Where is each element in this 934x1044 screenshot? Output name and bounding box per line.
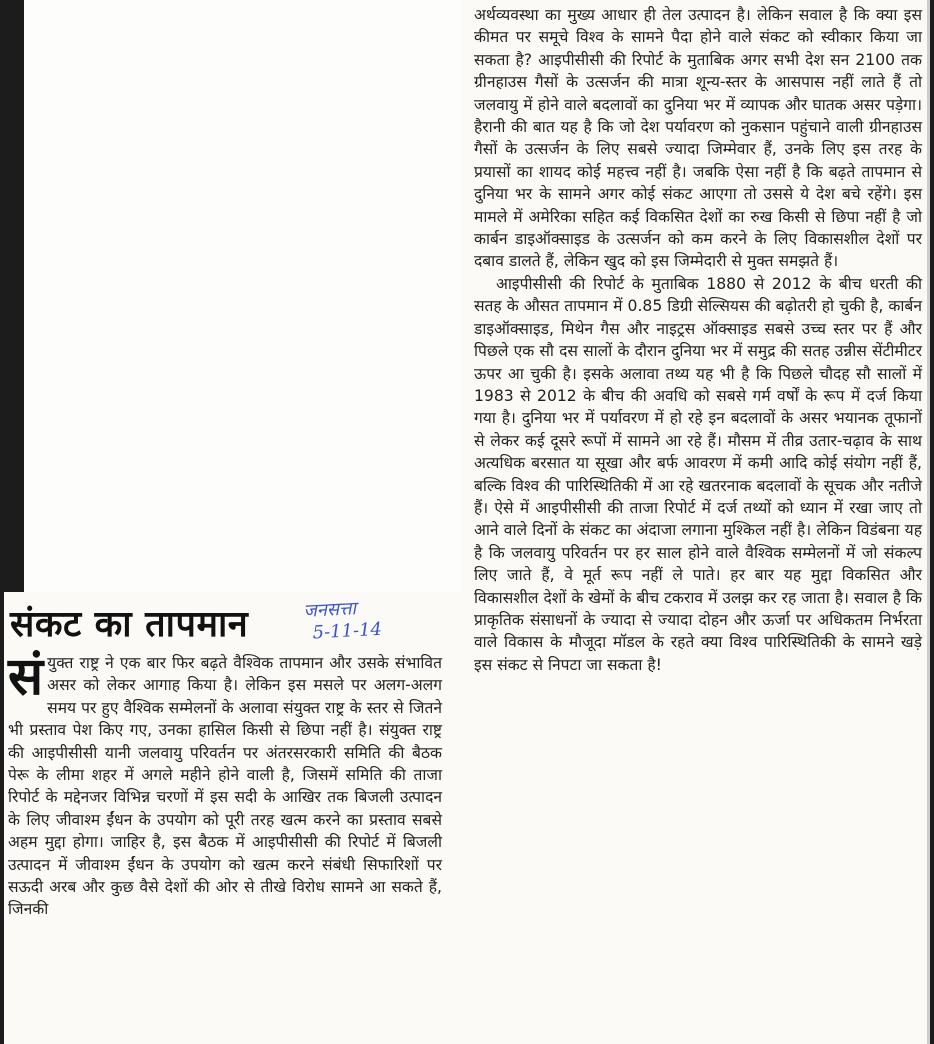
blank-paper-area: [24, 0, 466, 600]
right-column-body: [474, 4, 922, 676]
handwritten-note: [303, 595, 415, 645]
drop-cap: सं: [8, 647, 44, 707]
paragraph: अर्थव्यवस्था का मुख्य आधार ही तेल उत्पादन है। लेकिन सवाल है कि क्या इस कीमत पर समूचे विश्व के सामने पैदा होने वाले संकट को स्वीकार किया जा सकता है? आइपीसीसी की रिपोर्ट के मुताबिक अगर सभी देश सन 2100 तक ग्रीनहाउस गैसों के उत्सर्जन की मात्रा शून्य-स्तर के आसपास नहीं लाते हैं तो जलवायु में होने वाले बदलावों का दुनिया भर में व्यापक और घातक असर पड़ेगा। हैरानी की बात यह है कि जो देश पर्यावरण को नुकसान पहुंचाने वाली ग्रीनहाउस गैसों के उत्सर्जन के लिए सबसे ज्यादा जिम्मेवार हैं, उनके लिए इस तरह के प्रयासों का शायद कोई महत्त्व नहीं है। जबकि ऐसा नहीं है कि बढ़ते तापमान से दुनिया भर के सामने अगर कोई संकट आएगा तो उससे ये देश बचे रहेंगे। इस मामले में अमेरिका सहित कई विकसित देशों का रुख किसी से छिपा नहीं है जो कार्बन डाइऑक्साइड के उत्सर्जन को कम करने के लिए विकासशील देशों पर दबाव डालते हैं, लेकिन खुद को इस जिम्मेदारी से मुक्त समझते हैं।: [474, 6, 922, 271]
headline: संकट का तापमान: [10, 604, 249, 645]
paper-edge: [927, 0, 930, 1044]
clipping-left-column: [4, 592, 466, 1044]
handwritten-source: जनसत्ता: [302, 598, 357, 622]
clipping-right-column: [462, 0, 930, 1044]
handwritten-date: 5-11-14: [312, 618, 383, 644]
left-column-body: [8, 647, 442, 921]
paragraph: आइपीसीसी की रिपोर्ट के मुताबिक 1880 से 2012 के बीच धरती की सतह के औसत तापमान में 0.85 डिग्री सेल्सियस की बढ़ोतरी हो चुकी है, कार्बन डाइऑक्साइड, मिथेन गैस और नाइट्रस ऑक्साइड सबसे उच्च स्तर पर हैं और पिछले एक सौ दस सालों के दौरान दुनिया भर में समुद्र की सतह उन्नीस सेंटीमीटर ऊपर आ चुकी है। इसके अलावा तथ्य यह भी है कि पिछले चौदह सौ सालों में 1983 से 2012 के बीच की अवधि को सबसे गर्म वर्षों के रूप में दर्ज किया गया है। दुनिया भर में पर्यावरण में हो रहे इन बदलावों के असर भयानक तूफानों से लेकर कई दूसरे रूपों में सामने आ रहे हैं। मौसम में तीव्र उतार-चढ़ाव के साथ अत्यधिक बरसात या सूखा और बर्फ आवरण में कमी आदि कोई संयोग नहीं हैं, बल्कि विश्व की पारिस्थितिकी में आ रहे खतरनाक बदलावों के सूचक और नतीजे हैं। ऐसे में आइपीसीसी की ताजा रिपोर्ट में दर्ज तथ्यों को ध्यान में रखा जाए तो आने वाले दिनों के संकट का अंदाजा लगाना मुश्किल नहीं है। लेकिन विडंबना यह है कि जलवायु परिवर्तन पर हर साल होने वाले वैश्विक सम्मेलनों में जो संकल्प लिए जाते हैं, वे मूर्त रूप नहीं ले पाते। हर बार यह मुद्दा विकसित और विकासशील देशों के खेमों के बीच टकराव में उलझ कर रह जाता है। सवाल है कि प्राकृतिक संसाधनों के ज्यादा से ज्यादा दोहन और ऊर्जा पर अधिकतम निर्भरता वाले विकास के मौजूदा मॉडल के रहते क्या विश्व पारिस्थितिकी के सामने खड़े इस संकट से निपटा जा सकता है!: [474, 274, 922, 674]
left-column-text: युक्त राष्ट्र ने एक बार फिर बढ़ते वैश्विक तापमान और उसके संभावित असर को लेकर आगाह किया है। लेकिन इस मसले पर अलग-अलग समय पर हुए वैश्विक सम्मेलनों के अलावा संयुक्त राष्ट्र के स्तर से जितने भी प्रस्ताव पेश किए गए, उनका हासिल किसी से छिपा नहीं है। संयुक्त राष्ट्र की आइपीसीसी यानी जलवायु परिवर्तन पर अंतरसरकारी समिति की बैठक पेरू के लीमा शहर में अगले महीने होने वाली है, जिसमें समिति की ताजा रिपोर्ट के मद्देनजर विभिन्न चरणों में इस सदी के आखिर तक बिजली उत्पादन के लिए जीवाश्म ईंधन के उपयोग को पूरी तरह खत्म करने का प्रस्ताव सबसे अहम मुद्दा होगा। जाहिर है, इस बैठक में आइपीसीसी की रिपोर्ट में बिजली उत्पादन में जीवाश्म ईंधन के उपयोग को खत्म करने संबंधी सिफारिशों पर सऊदी अरब और कुछ वैसे देशों की ओर से तीखे विरोध सामने आ सकते हैं, जिनकी: [8, 654, 442, 919]
